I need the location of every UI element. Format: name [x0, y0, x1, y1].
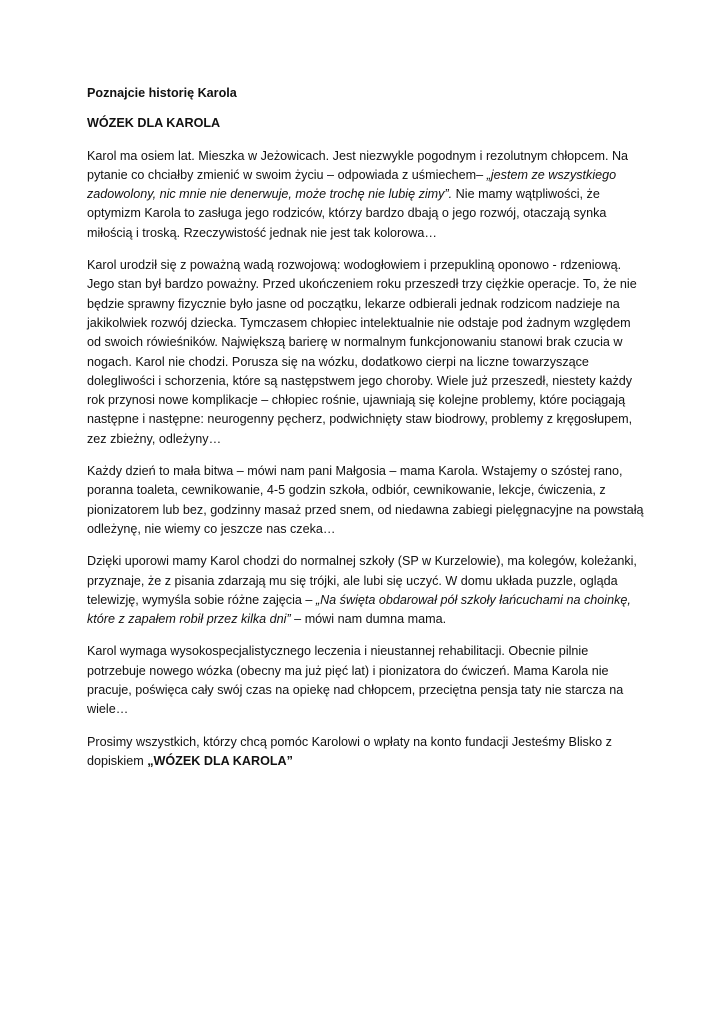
- document-title: WÓZEK DLA KAROLA: [87, 116, 221, 131]
- paragraph-1-text-b: Nie mamy wątpliwości, że optymizm Karola to zasługa jego rodziców, którzy bardzo dbają o jego rozwój, otaczają synka miłością i troską. Rzeczywistość jednak nie jest tak kolorowa…: [87, 187, 607, 240]
- paragraph-4-text-a: Dzięki uporowi mamy Karol chodzi do normalnej szkoły (SP w Kurzelowie), ma kolegów, koleżanki, przyznaje, że z pisania zdarzają mu się trójki, ale lubi się uczyć. W domu układa puzzle, ogląda telewizję, wymyśla sobie różne zajęcia –: [87, 554, 637, 607]
- paragraph-3: Każdy dzień to mała bitwa – mówi nam pani Małgosia – mama Karola. Wstajemy o szóstej rano, poranna toaleta, cewnikowanie, 4-5 godzin szkoła, odbiór, cewnikowanie, lekcje, ćwiczenia, z pionizatorem lub bez, godzinny masaż przed snem, od niedawna zabiegi pielęgnacyjne na powstałą odleżynę, nie wiemy co jeszcze nas czeka…: [87, 464, 644, 536]
- paragraph-1-text-a: Karol ma osiem lat. Mieszka w Jeżowicach. Jest niezwykle pogodnym i rezolutnym chłopcem. Na pytanie co chciałby zmienić w swoim życiu – odpowiada z uśmiechem–: [87, 148, 629, 182]
- paragraph-2: Karol urodził się z poważną wadą rozwojową: wodogłowiem i przepukliną oponowo - rdzeniową. Jego stan był bardzo poważny. Przed ukończeniem roku przeszedł trzy ciężkie operacje. To, że nie będzie sprawny fizycznie było jasne od początku, lekarze odbierali jednak rodzicom nadzieje na jakikolwiek rozwój dziecka. Tymczasem chłopiec intelektualnie nie odstaje pod żadnym względem od swoich rówieśników. Największą barierę w normalnym funkcjonowaniu stanowi brak czucia w nogach. Karol nie chodzi. Porusza się na wózku, dodatkowo cierpi na liczne towarzyszące dolegliwości i schorzenia, które są następstwem jego choroby. Wiele już przeszedł, niestety każdy rok przynosi nowe komplikacje – chłopiec rośnie, ujawniają się kolejne problemy, które pociągają następne i następne: neurogenny pęcherz, podwichnięty staw biodrowy, problemy z kręgosłupem, zez zbieżny, odleżyny…: [87, 258, 637, 446]
- paragraph-6-bold: „WÓZEK DLA KAROLA”: [147, 753, 293, 768]
- paragraph-4-quote: „Na święta obdarował pół szkoły łańcuchami na choinkę, które z zapałem robił przez kilka dni”: [87, 592, 631, 627]
- paragraph-5: Karol wymaga wysokospecjalistycznego leczenia i nieustannej rehabilitacji. Obecnie pilnie potrzebuje nowego wózka (obecny ma już pięć lat) i pionizatora do ćwiczeń. Mama Karola nie pracuje, poświęca cały swój czas na opiekę nad chłopcem, przeciętna pensja taty nie starcza na wiele…: [87, 644, 624, 717]
- paragraph-4: [87, 552, 647, 629]
- document-page: [87, 84, 647, 784]
- paragraph-6: [87, 733, 647, 772]
- paragraph-6-text: Prosimy wszystkich, którzy chcą pomóc Karolowi o wpłaty na konto fundacji Jesteśmy Blisko z dopiskiem: [87, 734, 612, 768]
- paragraph-1: [87, 147, 647, 243]
- paragraph-1-quote: „jestem ze wszystkiego zadowolony, nic mnie nie denerwuje, może trochę nie lubię zimy”.: [87, 167, 617, 202]
- paragraph-4-text-b: – mówi nam dumna mama.: [290, 612, 447, 627]
- intro-heading: Poznajcie historię Karola: [87, 86, 237, 100]
